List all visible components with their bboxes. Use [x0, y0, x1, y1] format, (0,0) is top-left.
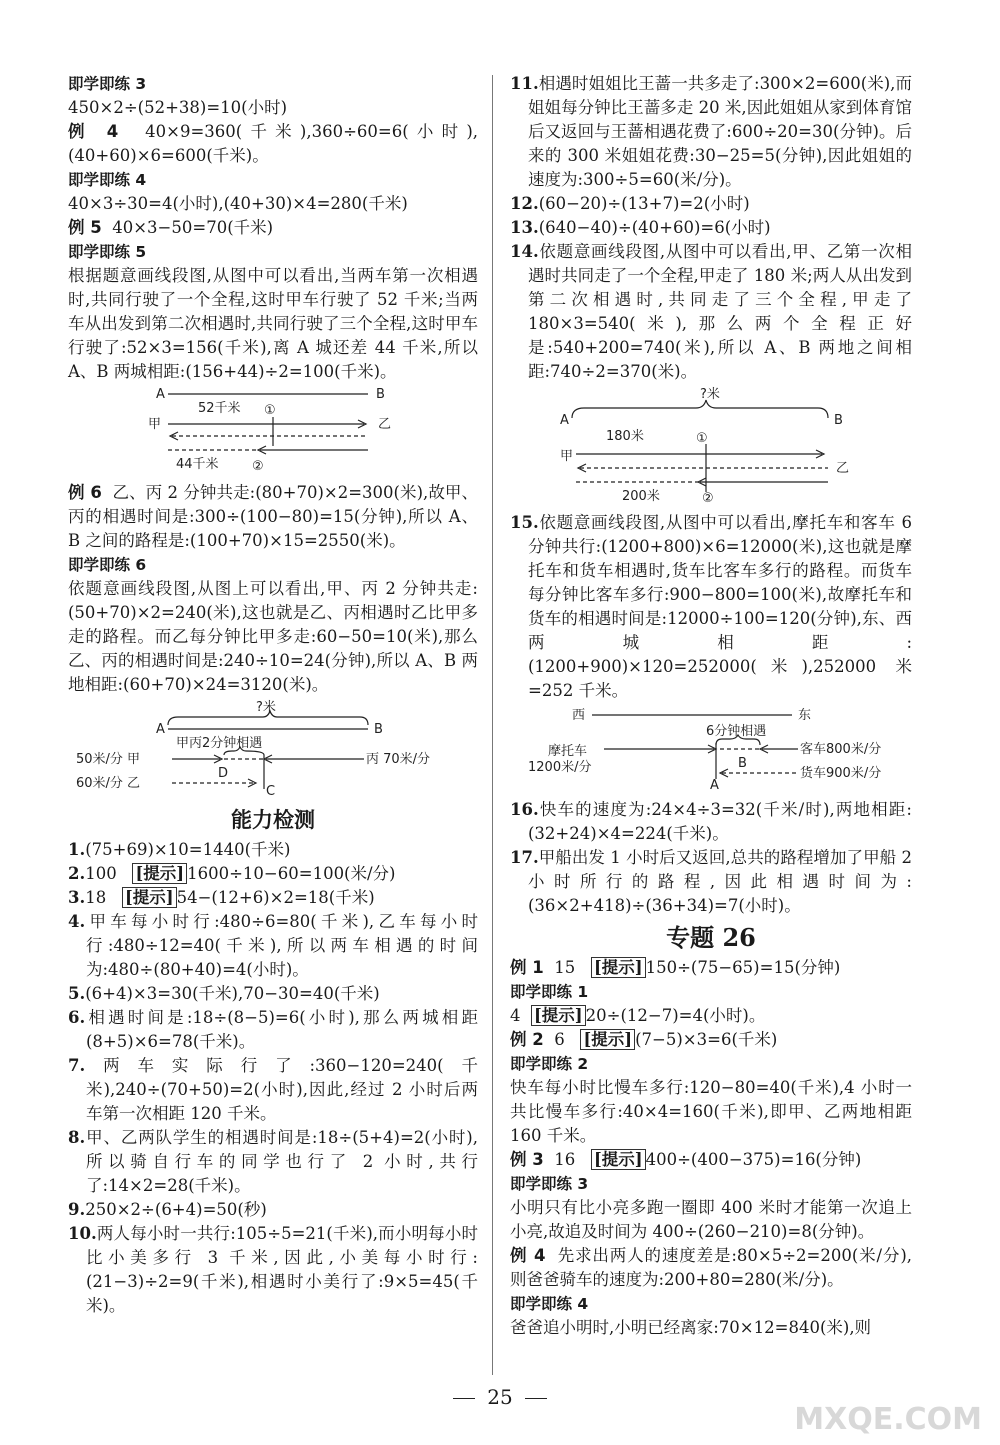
section-title-nengli: 能力检测 [231, 808, 315, 832]
d2-label-d: D [218, 766, 229, 781]
d2-label-yi: 60米/分 乙 [76, 776, 141, 791]
left-column [68, 72, 478, 1318]
heading-jx3-right: 即学即练 3 [510, 1175, 589, 1193]
d3-label-b: B [834, 413, 843, 428]
list-item: 5.(6+4)×3=30(千米),70−30=40(千米) [68, 984, 380, 1003]
example-4-right: 例 4 先求出两人的速度差是:80×5÷2=200(米/分),则爸爸骑车的速度为:200+80=280(米/分)。 [510, 1246, 913, 1289]
d1-label-b: B [376, 387, 385, 402]
d3-label-q: ?米 [700, 387, 720, 402]
d4-label-ke: 客车800米/分 [800, 742, 882, 757]
example-3: 例 3 16 [提示] 400÷(400−375)=16(分钟) [510, 1150, 862, 1169]
d1-circle-2: ② [252, 459, 264, 474]
heading-jx1: 即学即练 1 [510, 983, 589, 1001]
d4-label-moto-v: 1200米/分 [528, 760, 592, 775]
list-item: 1.(75+69)×10=1440(千米) [68, 840, 291, 859]
d3-label-yi: 乙 [836, 461, 850, 476]
d1-circle-1: ① [264, 403, 276, 418]
footer-dash-right [525, 1398, 547, 1399]
answer-jx4: 40×3÷30=4(小时),(40+30)×4=280(千米) [68, 194, 408, 213]
list-item: 17.甲船出发 1 小时后又返回,总共的路程增加了甲船 2 小时所行的路程,因此相遇时间为:(36×2+418)÷(36+34)=7(小时)。 [510, 848, 912, 915]
example-1: 例 1 15 [提示] 150÷(75−65)=15(分钟) [510, 958, 841, 977]
d1-label-52km: 52千米 [198, 401, 241, 416]
answer-jx1: 4 [提示] 20÷(12−7)=4(小时)。 [510, 1006, 766, 1025]
diagram-jx5 [68, 384, 478, 474]
answer-jx3: 450×2÷(52+38)=10(小时) [68, 98, 288, 117]
example-4: 例 4 40×9=360(千米),360÷60=6(小时),(40+60)×6=600(千米)。 [68, 122, 479, 165]
heading-jx6: 即学即练 6 [68, 556, 147, 574]
heading-jx2: 即学即练 2 [510, 1055, 589, 1073]
d3-label-200: 200米 [622, 489, 660, 504]
d1-label-yi: 乙 [378, 417, 392, 432]
list-item: 3.18 [提示] 54−(12+6)×2=18(千米) [68, 888, 375, 907]
list-item: 2.100 [提示] 1600÷10−60=100(米/分) [68, 864, 396, 883]
list-item: 15.依题意画线段图,从图中可以看出,摩托车和客车 6 分钟共行:(1200+800)×6=12000(米),这也就是摩托车和货车相遇时,货车比客车多行的路程。而货车每分钟比客车多行:900−800=100(米),故摩托车和货车的相遇时间是:12000÷100=120(分钟),东、西两城相距:(1200+900)×120=252000(米),252000 米=252 千米。 [510, 513, 912, 700]
d4-label-moto: 摩托车 [548, 744, 588, 759]
d4-label-b: B [738, 756, 747, 771]
d4-label-meet: 6分钟相遇 [706, 724, 767, 739]
heading-jx4: 即学即练 4 [68, 171, 147, 189]
heading-jx5: 即学即练 5 [68, 243, 147, 261]
d3-circle-2: ② [702, 491, 714, 504]
d3-brace-total [572, 400, 828, 418]
d4-label-a: A [710, 778, 719, 791]
right-column [510, 72, 912, 1340]
d3-label-jia: 甲 [560, 449, 574, 464]
d2-label-q: ?米 [256, 700, 276, 715]
d4-label-east: 东 [798, 708, 812, 723]
list-item: 4.甲车每小时行:480÷6=80(千米),乙车每小时行:480÷12=40(千米),所以两车相遇的时间为:480÷(80+40)=4(小时)。 [68, 912, 478, 979]
answer-jx6: 依题意画线段图,从图上可以看出,甲、丙 2 分钟共走:(50+70)×2=240(米),这也就是乙、丙相遇时乙比甲多走的路程。而乙每分钟比甲多走:60−50=10(米),那么乙、丙的相遇时间是:240÷10=24(分钟),所以 A、B 两地相距:(60+70)×24=3120(米)。 [68, 579, 478, 694]
d1-label-44km: 44千米 [176, 457, 219, 472]
section-title-26: 专题 26 [666, 923, 756, 952]
answer-jx4-right: 爸爸追小明时,小明已经离家:70×12=840(米),则 [510, 1318, 872, 1337]
diagram-15 [510, 703, 910, 791]
list-item: 9.250×2÷(6+4)=50(秒) [68, 1200, 267, 1219]
list-item: 8.甲、乙两队学生的相遇时间是:18÷(5+4)=2(小时),所以骑自行车的同学也行了 2 小时,共行了:14×2=28(千米)。 [68, 1128, 478, 1195]
diagram-14 [510, 384, 910, 504]
d3-label-180: 180米 [606, 429, 644, 444]
answer-jx3-right: 小明只有比小亮多跑一圈即 400 米时才能第一次追上小亮,故追及时间为 400÷(260−210)=8(分钟)。 [510, 1198, 912, 1241]
d2-label-c: C [266, 784, 276, 797]
d1-label-jia: 甲 [148, 417, 162, 432]
list-item: 14.依题意画线段图,从图中可以看出,甲、乙第一次相遇时共同走了一个全程,甲走了 180 米;两人从出发到第二次相遇时,共同走了三个全程,甲走了 180×3=540(米),那么两个全程正好是:540+200=740(米),所以 A、B 两地之间相距:740÷2=370(米)。 [510, 242, 912, 381]
answer-jx2: 快车每小时比慢车多行:120−80=40(千米),4 小时一共比慢车多行:40×4=160(千米),即甲、乙两地相距 160 千米。 [510, 1078, 912, 1145]
d2-label-b: B [374, 722, 383, 737]
d4-label-huo: 货车900米/分 [800, 766, 882, 781]
column-divider [492, 75, 493, 1375]
answer-jx5: 根据题意画线段图,从图中可以看出,当两车第一次相遇时,共同行驶了一个全程,这时甲车行驶了 52 千米;当两车从出发到第二次相遇时,共同行驶了三个全程,这时甲车行驶了:52×3=156(千米),离 A 城还差 44 千米,所以 A、B 两城相距:(156+44)÷2=100(千米)。 [68, 266, 478, 381]
list-item: 11.相遇时姐姐比王蔷一共多走了:300×2=600(米),而姐姐每分钟比王蔷多走 20 米,因此姐姐从家到体育馆后又返回与王蔷相遇花费了:600÷20=30(分钟)。后来的 300 米姐姐花费:30−25=5(分钟),因此姐姐的速度为:300÷5=60(米/分)。 [510, 74, 912, 189]
watermark: MXQE.COM [794, 1402, 982, 1437]
d2-label-meet: 甲丙2分钟相遇 [176, 736, 263, 751]
example-6: 例 6 乙、丙 2 分钟共走:(80+70)×2=300(米),故甲、丙的相遇时间是:300÷(100−80)=15(分钟),所以 A、B 之间的路程是:(100+70)×15=2550(米)。 [68, 483, 478, 550]
diagram-jx6 [68, 697, 478, 797]
heading-jx4-right: 即学即练 4 [510, 1295, 589, 1313]
d2-label-bing: 丙 70米/分 [366, 752, 431, 767]
list-item: 16.快车的速度为:24×4÷3=32(千米/时),两地相距:(32+24)×4=224(千米)。 [510, 800, 912, 843]
list-item: 10.两人每小时一共行:105÷5=21(千米),而小明每小时比小美多行 3 千米,因此,小美每小时行:(21−3)÷2=9(千米),相遇时小美行了:9×5=45(千米)。 [68, 1224, 478, 1315]
list-item: 13.(640−40)÷(40+60)=6(小时) [510, 218, 771, 237]
list-item: 7.两车实际行了:360−120=240(千米),240÷(70+50)=2(小时),因此,经过 2 小时后两车第一次相距 120 千米。 [68, 1056, 478, 1123]
d2-label-a: A [156, 722, 165, 737]
d3-label-a: A [560, 413, 569, 428]
page-number: 25 [487, 1385, 513, 1409]
d2-label-jia: 50米/分 甲 [76, 752, 141, 767]
list-item: 6.相遇时间是:18÷(8−5)=6(小时),那么两城相距(8+5)×6=78(千米)。 [68, 1008, 478, 1051]
example-2: 例 2 6 [提示] (7−5)×3=6(千米) [510, 1030, 778, 1049]
heading-jx3: 即学即练 3 [68, 75, 147, 93]
d3-circle-1: ① [696, 431, 708, 446]
d1-label-a: A [156, 387, 165, 402]
footer-dash-left [453, 1398, 475, 1399]
d4-label-west: 西 [572, 708, 586, 723]
example-5: 例 5 40×3−50=70(千米) [68, 218, 274, 237]
list-item: 12.(60−20)÷(13+7)=2(小时) [510, 194, 750, 213]
